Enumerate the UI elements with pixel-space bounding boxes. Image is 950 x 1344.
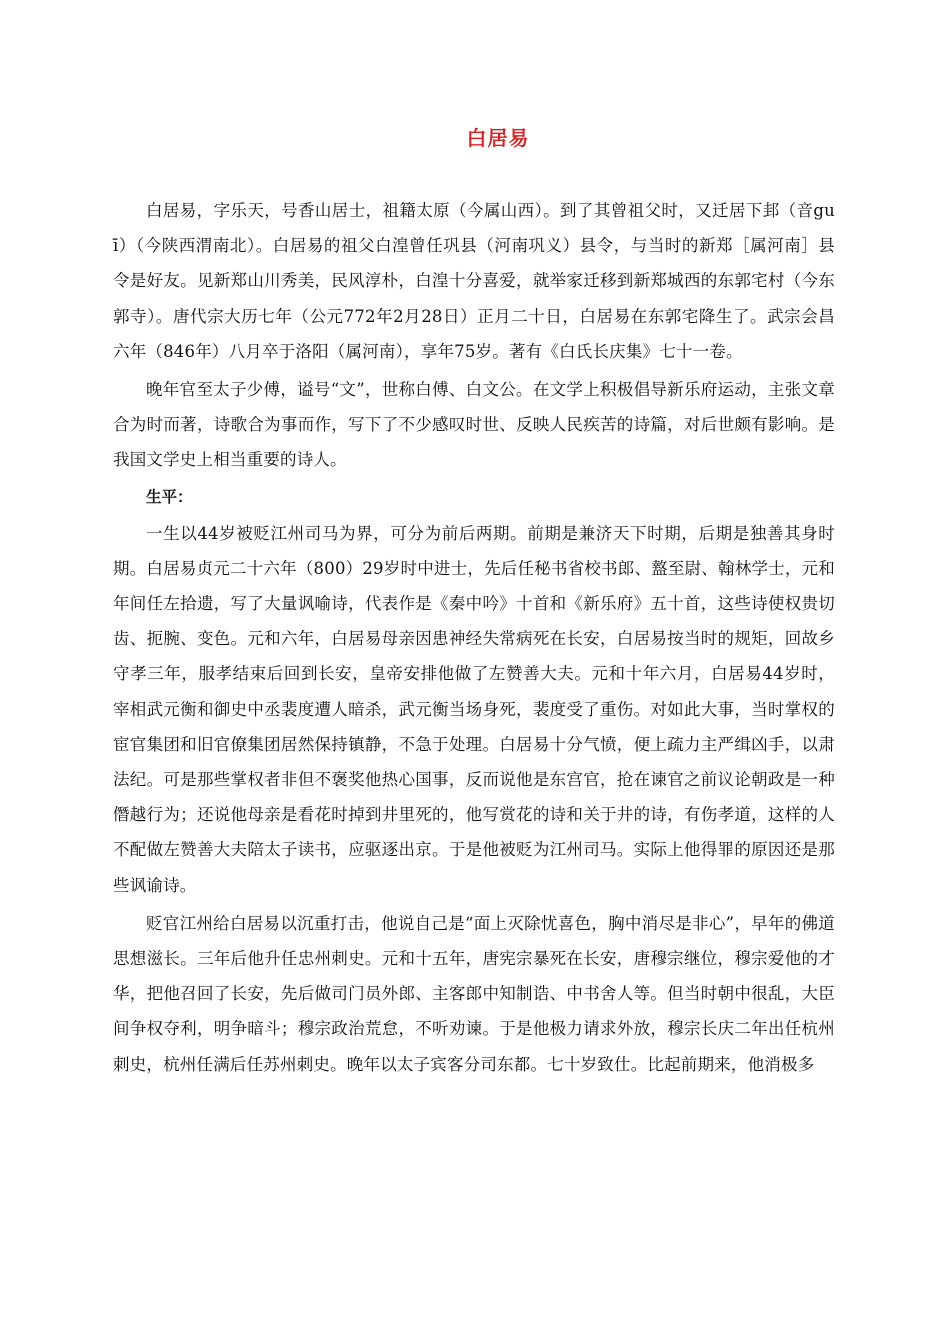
document-body [113, 193, 835, 1082]
section-heading-biography: 生平： [146, 487, 193, 506]
intro-paragraph-1: 白居易，字乐天，号香山居士，祖籍太原（今属山西）。到了其曾祖父时，又迁居下邽（音guī）（今陕西渭南北）。白居易的祖父白湟曾任巩县（河南巩义）县令，与当时的新郑［属河南］县令是好友。见新郑山川秀美，民风淳朴，白湟十分喜爱，就举家迁移到新郑城西的东郭宅村（今东郭寺）。唐代宗大历七年（公元772年2月28日）正月二十日，白居易在东郭宅降生了。武宗会昌六年（846年）八月卒于洛阳（属河南），享年75岁。著有《白氏长庆集》七十一卷。 [113, 201, 835, 361]
intro-paragraph-2: 晚年官至太子少傅，谥号“文”，世称白傅、白文公。在文学上积极倡导新乐府运动，主张文章合为时而著，诗歌合为事而作，写下了不少感叹时世、反映人民疾苦的诗篇，对后世颇有影响。是我国文学史上相当重要的诗人。 [113, 380, 835, 470]
biography-paragraph-2: 贬官江州给白居易以沉重打击，他说自己是“面上灭除忧喜色，胸中消尽是非心”，早年的佛道思想滋长。三年后他升任忠州刺史。元和十五年，唐宪宗暴死在长安，唐穆宗继位，穆宗爱他的才华，把他召回了长安，先后做司门员外郎、主客郎中知制诰、中书舍人等。但当时朝中很乱，大臣间争权夺利，明争暗斗；穆宗政治荒怠，不听劝谏。于是他极力请求外放，穆宗长庆二年出任杭州刺史，杭州任满后任苏州刺史。晚年以太子宾客分司东都。七十岁致仕。比起前期来，他消极多 [113, 913, 835, 1074]
biography-paragraph-1: 一生以44岁被贬江州司马为界，可分为前后两期。前期是兼济天下时期，后期是独善其身时期。白居易贞元二十六年（800）29岁时中进士，先后任秘书省校书郎、盩至尉、翰林学士，元和年间任左拾遗，写了大量讽喻诗，代表作是《秦中吟》十首和《新乐府》五十首，这些诗使权贵切齿、扼腕、变色。元和六年，白居易母亲因患神经失常病死在长安，白居易按当时的规矩，回故乡守孝三年，服孝结束后回到长安，皇帝安排他做了左赞善大夫。元和十年六月，白居易44岁时，宰相武元衡和御史中丞裴度遭人暗杀，武元衡当场身死，裴度受了重伤。对如此大事，当时掌权的宦官集团和旧官僚集团居然保持镇静，不急于处理。白居易十分气愤，便上疏力主严缉凶手，以肃法纪。可是那些掌权者非但不褒奖他热心国事，反而说他是东宫官，抢在谏官之前议论朝政是一种僭越行为；还说他母亲是看花时掉到井里死的，他写赏花的诗和关于井的诗，有伤孝道，这样的人不配做左赞善大夫陪太子读书，应驱逐出京。于是他被贬为江州司马。实际上他得罪的原因还是那些讽谕诗。 [113, 523, 835, 895]
page-title: 白居易 [466, 126, 530, 150]
